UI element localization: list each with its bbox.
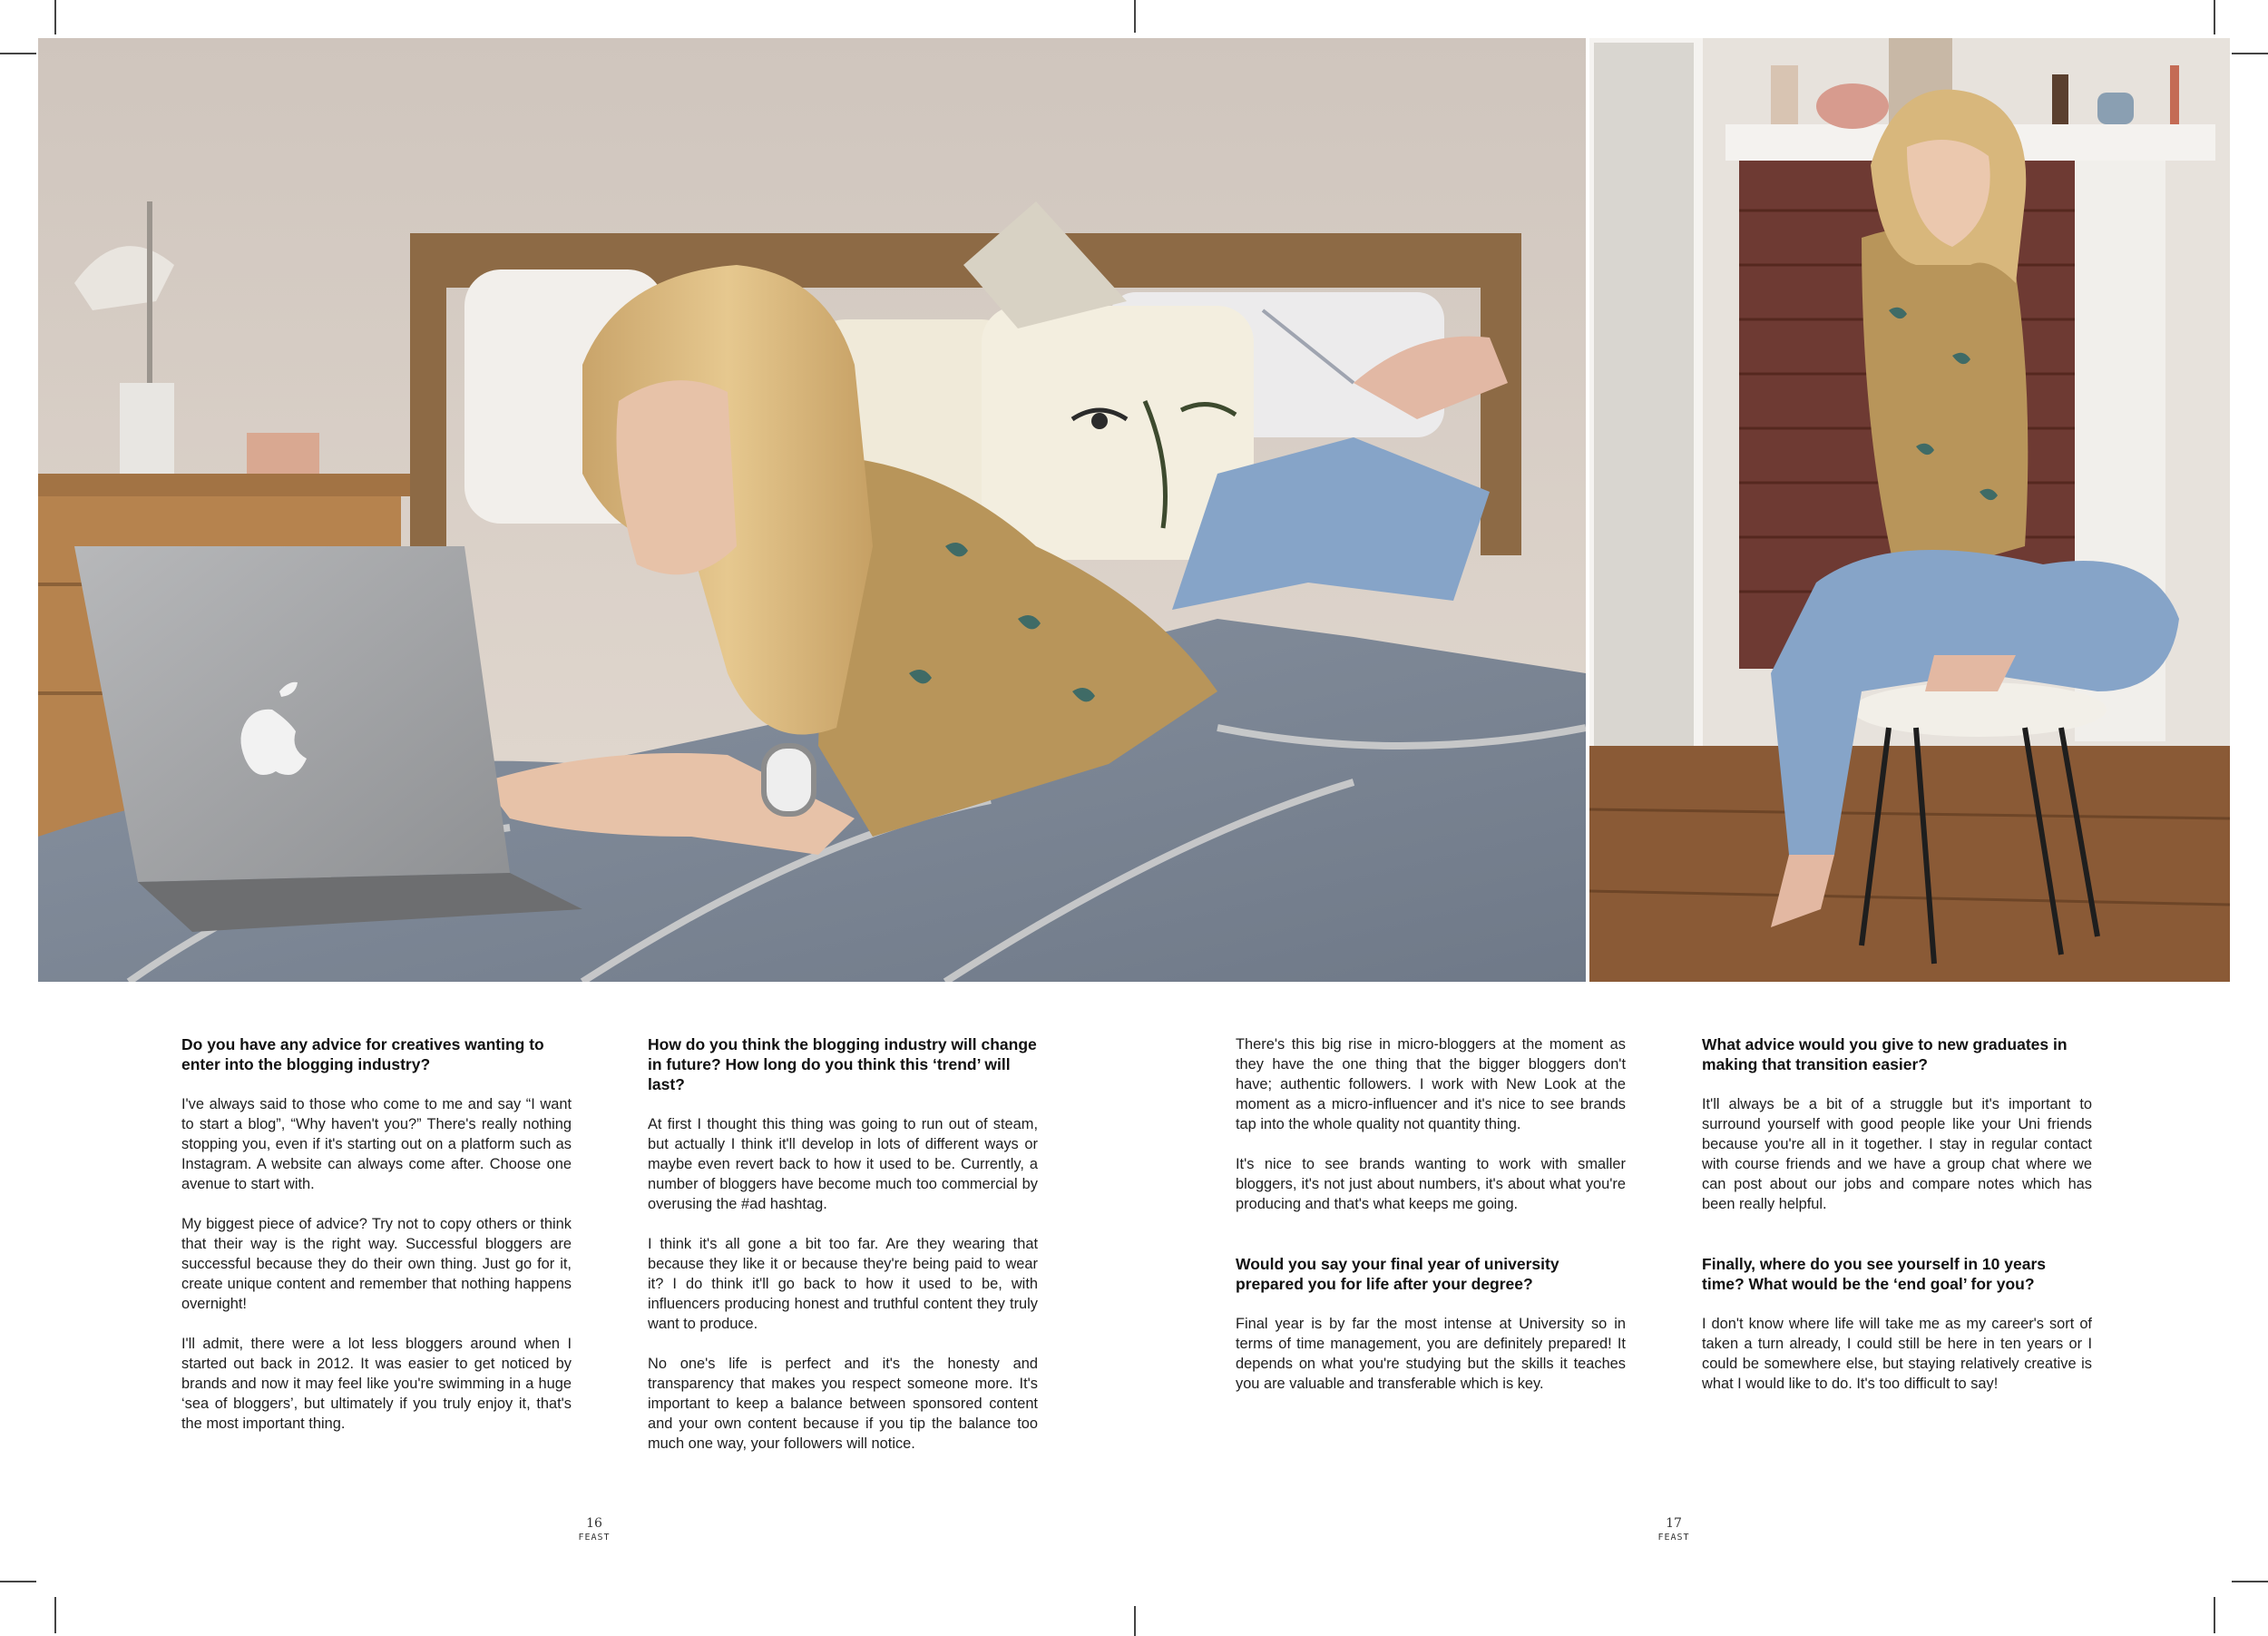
crop-mark-icon [54, 0, 56, 34]
photo-bed-laptop [38, 38, 1586, 982]
crop-mark-icon [54, 1597, 56, 1633]
question-heading: Would you say your final year of university prepared you for life after your degree? [1236, 1255, 1559, 1293]
crop-mark-icon [0, 53, 36, 54]
article-column-1 [181, 1034, 572, 1454]
article-column-3 [1236, 1034, 1626, 1414]
crop-mark-icon [2232, 53, 2268, 54]
crop-mark-icon [2214, 1597, 2215, 1633]
answer-paragraph: I'll admit, there were a lot less bloggers around when I started out back in 2012. It was easier to get noticed by brands and now it may feel like you're swimming in a huge ‘sea of bloggers’, but ultimately if you truly enjoy it, that's the most important thing. [181, 1336, 572, 1432]
answer-paragraph: My biggest piece of advice? Try not to copy others or think that their way is the right way. Successful bloggers are successful because they do their own thing. Just go for it, create unique content and remember that nothing happens overnight! [181, 1216, 572, 1312]
page-footer-left [558, 1515, 631, 1544]
article-column-4 [1702, 1034, 2092, 1414]
crop-mark-icon [0, 1581, 36, 1582]
crop-mark-icon [1134, 0, 1136, 33]
answer-paragraph: There's this big rise in micro-bloggers at the moment as they have the one thing that the bigger bloggers don't have; authentic followers. I work with New Look at the moment as a micro-influencer and it's nice to see brands tap into the whole quality not quantity thing. [1236, 1036, 1626, 1132]
article-column-2 [648, 1034, 1038, 1474]
crop-mark-icon [1134, 1606, 1136, 1636]
answer-paragraph: I've always said to those who come to me and say “I want to start a blog”, “Why haven't you?” There's really nothing stopping you, even if it's starting out on a platform such as Instagram. A website can always come after. Choose one avenue to start with. [181, 1096, 572, 1192]
answer-paragraph: Final year is by far the most intense at University so in terms of time management, you are definitely prepared! It depends on what you're studying but the skills it teaches you are valuable and transferable which is key. [1236, 1316, 1626, 1392]
answer-paragraph: I think it's all gone a bit too far. Are they wearing that because they like it or because they're being paid to wear it? I do think it'll go back to how it used to be, with influencers producing honest and truthful content they truly want to produce. [648, 1236, 1038, 1332]
page-footer-right [1637, 1515, 1710, 1544]
question-heading: Finally, where do you see yourself in 10 years time? What would be the ‘end goal’ for you? [1702, 1255, 2046, 1293]
answer-paragraph: It'll always be a bit of a struggle but it's important to surround yourself with good people like your Uni friends because you're all in it together. I stay in regular contact with course friends and we have a group chat where we can post about our jobs and compare notes which has been really helpful. [1702, 1096, 2092, 1212]
question-heading: How do you think the blogging industry will change in future? How long do you think this ‘trend’ will last? [648, 1035, 1037, 1093]
crop-mark-icon [2232, 1581, 2268, 1582]
crop-mark-icon [2214, 0, 2215, 34]
question-heading: What advice would you give to new graduates in making that transition easier? [1702, 1035, 2068, 1073]
page-number: 16 [586, 1516, 602, 1531]
answer-paragraph: It's nice to see brands wanting to work with smaller bloggers, it's not just about numbers, it's about what you're producing and that's what keeps me going. [1236, 1156, 1626, 1212]
answer-paragraph: At first I thought this thing was going to run out of steam, but actually I think it'll develop in lots of different ways or maybe even revert back to how it used to be. Currently, a number of bloggers have become much too commercial by overusing the #ad hashtag. [648, 1116, 1038, 1212]
answer-paragraph: No one's life is perfect and it's the honesty and transparency that makes you respect someone more. It's important to keep a balance between sponsored content and your own content because if you tip the balance too much one way, your followers will notice. [648, 1356, 1038, 1452]
photo-sitting-stool [1589, 38, 2230, 982]
magazine-name: FEAST [578, 1533, 611, 1543]
answer-paragraph: I don't know where life will take me as my career's sort of taken a turn already, I could still be here in ten years or I could be somewhere else, but staying relatively creative is what I would like to do. It's too difficult to say! [1702, 1316, 2092, 1392]
question-heading: Do you have any advice for creatives wanting to enter into the blogging industry? [181, 1035, 544, 1073]
page-number: 17 [1666, 1516, 1682, 1531]
magazine-name: FEAST [1657, 1533, 1690, 1543]
